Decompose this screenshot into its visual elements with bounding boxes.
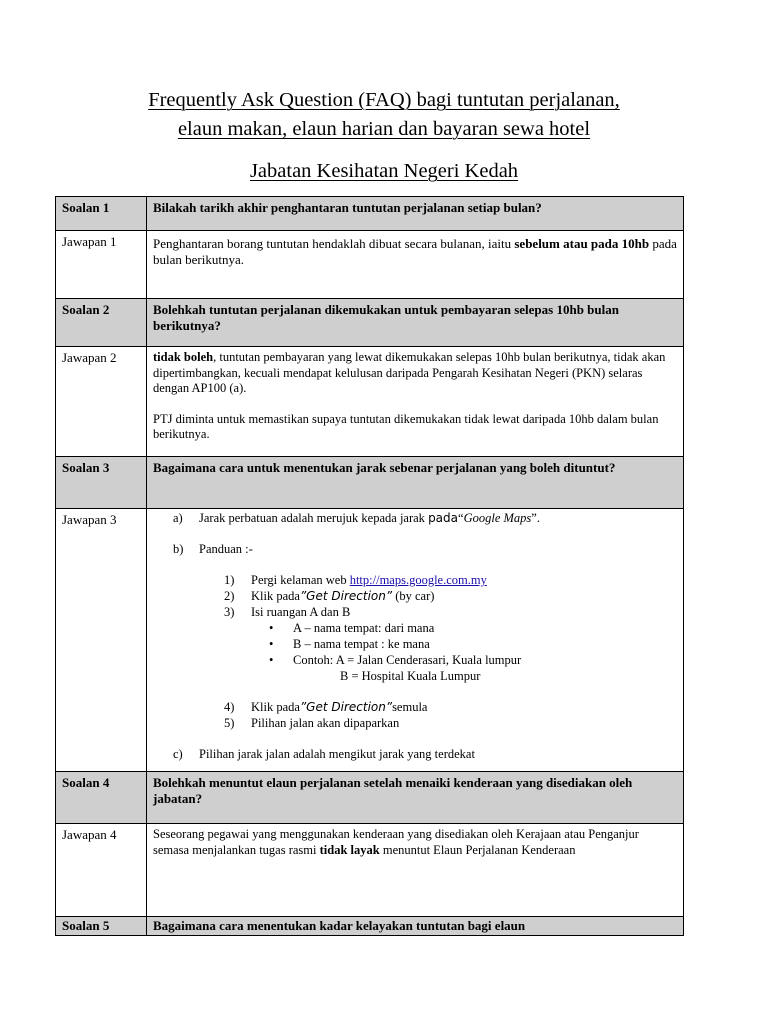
google-maps-text: Google Maps [463,511,532,525]
question-label-3: Soalan 3 [56,457,147,509]
answer-label-1: Jawapan 1 [56,231,147,299]
substep-3-marker: 3) [224,605,235,619]
faq-table [55,196,684,936]
answer-1-text-bold: sebelum atau pada 10hb [514,236,650,251]
step-a-close-quote: ”. [531,511,540,525]
question-label-1: Soalan 1 [56,197,147,231]
substep-1-text: Pergi kelaman web [251,573,350,587]
answer-1-text-post: pada bulan berikutnya. [153,236,677,267]
bullet-item-3-text: Contoh: A = Jalan Cenderasari, Kuala lumpur [293,653,522,667]
answer-label-2: Jawapan 2 [56,347,147,457]
answer-4-text-post: menuntut Elaun Perjalanan Kenderaan [379,842,576,857]
substep-3-text: Isi ruangan A dan B [251,605,351,619]
substep-2-marker: 2) [224,589,235,603]
question-text-3: Bagaimana cara untuk menentukan jarak sebenar perjalanan yang boleh dituntut? [147,457,684,509]
answer-text-2 [147,347,684,457]
question-text-4: Bolehkah menuntut elaun perjalanan setelah menaiki kenderaan yang disediakan oleh jabatan? [147,772,684,824]
question-label-5: Soalan 5 [56,917,147,936]
question-row-1 [56,197,684,231]
question-text-2: Bolehkah tuntutan perjalanan dikemukakan untuk pembayaran selepas 10hb bulan berikutnya? [147,299,684,347]
answer-label-4: Jawapan 4 [56,824,147,917]
bullet-item-1 [153,620,677,636]
document-title-line-1: Frequently Ask Question (FAQ) bagi tuntutan perjalanan, [148,89,620,111]
substep-1 [153,572,677,588]
bullet-item-1-text: A – nama tempat: dari mana [293,621,435,635]
answer-2-paragraph-1 [153,350,677,397]
substep-5 [153,715,677,731]
substep-4-text: Klik pada [251,700,300,714]
bullet-item-3 [153,652,677,668]
question-row-5 [56,917,684,936]
bullet-icon: • [269,621,274,635]
answer-1-text-pre: Penghantaran borang tuntutan hendaklah dibuat secara bulanan, iaitu [153,236,515,251]
substep-5-text: Pilihan jalan akan dipaparkan [251,716,400,730]
document-title-line-2: elaun makan, elaun harian dan bayaran sewa hotel [177,118,591,140]
answer-2-paragraph-2: PTJ diminta untuk memastikan supaya tuntutan dikemukakan tidak lewat daripada 10hb dalam bulan berikutnya. [153,411,659,441]
question-row-4 [56,772,684,824]
answer-4-text-pre: Seseorang pegawai yang menggunakan kenderaan yang disediakan oleh Kerajaan atau Penganjur semasa menjalankan tugas rasmi [153,827,639,857]
substep-2 [153,588,677,604]
step-a-pada: pada [428,511,459,525]
question-label-2: Soalan 2 [56,299,147,347]
substep-3 [153,604,677,620]
step-a-marker: a) [173,511,183,525]
answer-row-1 [56,231,684,299]
substep-5-marker: 5) [224,716,235,730]
google-maps-link[interactable]: http://maps.google.com.my [349,573,487,587]
step-a-open-quote: “ [458,511,464,525]
answer-2-rest: , tuntutan pembayaran yang lewat dikemukakan selepas 10hb bulan berikutnya, tidak akan dipertimbangkan, kecuali mendapat kelulusan daripada Pengarah Kesihatan Negeri (PKN) selaras dengan AP100 (a). [153,350,666,395]
step-c-marker: c) [173,747,183,761]
question-text-5: Bagaimana cara menentukan kadar kelayakan tuntutan bagi elaun [147,917,684,936]
step-a [153,510,677,526]
answer-row-2 [56,347,684,457]
answer-text-3 [147,509,684,772]
bullet-item-2 [153,636,677,652]
question-text-1: Bilakah tarikh akhir penghantaran tuntutan perjalanan setiap bulan? [147,197,684,231]
question-row-3 [56,457,684,509]
question-label-4: Soalan 4 [56,772,147,824]
department-title: Jabatan Kesihatan Negeri Kedah [249,160,519,182]
substep-4-marker: 4) [224,700,235,714]
step-c-text: Pilihan jarak jalan adalah mengikut jarak yang terdekat [199,747,475,761]
question-row-2 [56,299,684,347]
bullet-icon: • [269,653,274,667]
answer-4-text-bold: tidak layak [319,842,380,857]
substep-4-get-direction: ”Get Direction” [299,700,393,714]
substep-2-text: Klik pada [251,589,300,603]
step-b [153,541,677,557]
substep-4-rest: semula [392,700,428,714]
answer-label-3: Jawapan 3 [56,509,147,772]
answer-text-1 [147,231,684,299]
substep-1-marker: 1) [224,573,235,587]
answer-row-3 [56,509,684,772]
step-b-text: Panduan :- [199,542,253,556]
step-b-marker: b) [173,542,184,556]
answer-text-4 [147,824,684,917]
bullet-item-2-text: B – nama tempat : ke mana [293,637,430,651]
bullet-icon: • [269,637,274,651]
answer-row-4 [56,824,684,917]
substep-4 [153,699,677,715]
bullet-item-3-continued [153,668,677,684]
step-a-text: Jarak perbatuan adalah merujuk kepada jarak [199,511,429,525]
substep-2-get-direction: ”Get Direction” [299,589,393,603]
step-c [153,746,677,762]
substep-2-rest: (by car) [392,589,435,603]
bullet-item-3-continued-text: B = Hospital Kuala Lumpur [340,669,481,683]
answer-2-bold: tidak boleh [153,350,214,364]
